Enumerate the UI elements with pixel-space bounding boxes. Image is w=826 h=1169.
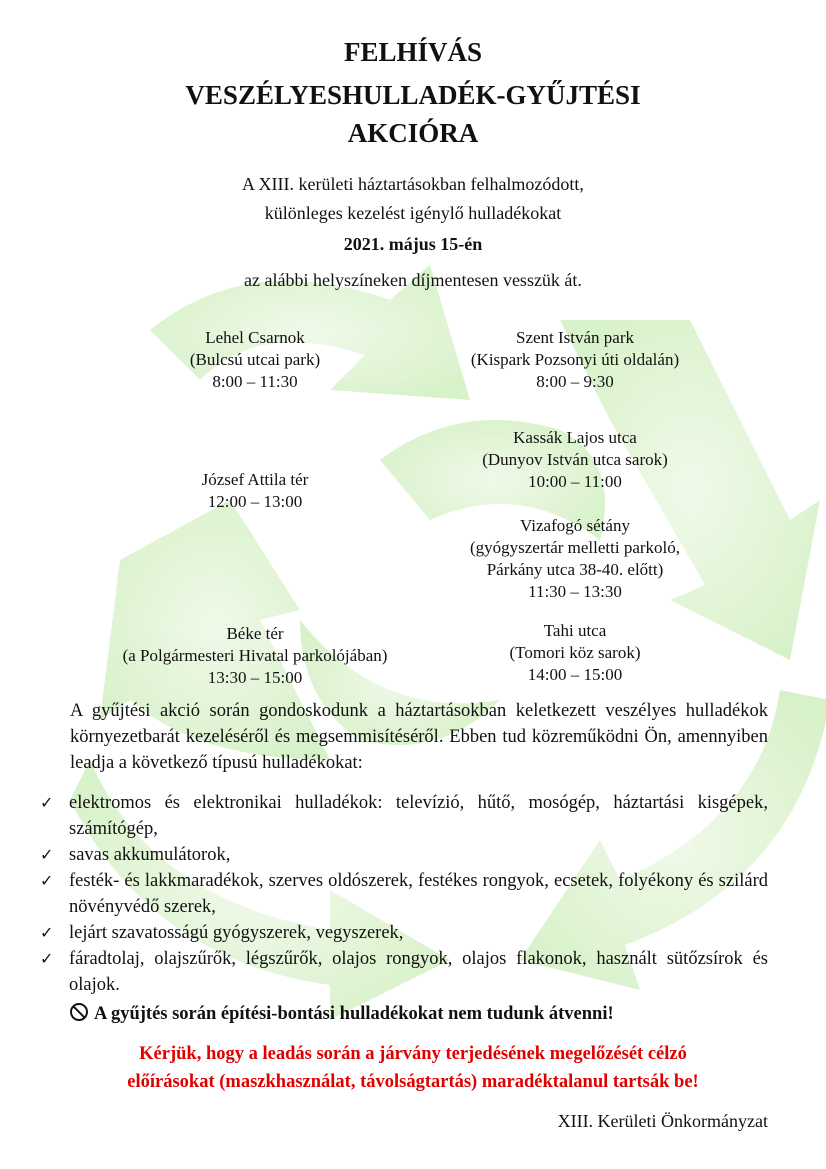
covid-notice: Kérjük, hogy a leadás során a járvány terjedésének megelőzését célzó előírásokat (maszkhasználat, távolságtartás) maradéktalanul tartsák be!	[127, 1044, 699, 1092]
prohibited-icon	[70, 1003, 88, 1021]
check-icon: ✓	[40, 949, 54, 968]
list-item: ✓ festék- és lakkmaradékok, szerves oldószerek, festékes rongyok, ecsetek, folyékony és szilárd növényvédő szerek,	[40, 868, 768, 920]
location-jozsef-attila: József Attila tér 12:00 – 13:00	[201, 470, 309, 511]
location-kassak: Kassák Lajos utca (Dunyov István utca sarok) 10:00 – 11:00	[482, 428, 668, 491]
intro-text: A XIII. kerületi háztartásokban felhalmozódott, különleges kezelést igénylő hulladékokat	[242, 174, 584, 223]
check-icon: ✓	[40, 845, 54, 864]
title-line-1: FELHÍVÁS	[343, 37, 483, 67]
description-paragraph: A gyűjtési akció során gondoskodunk a háztartásokban keletkezett veszélyes hulladékok környezetbarát kezeléséről és megsemmisítéséről. Ebben tud közreműködni Ön, amennyiben leadja a következő típusú hulladékokat:	[70, 701, 768, 773]
title-line-2: VESZÉLYESHULLADÉK-GYŰJTÉSI	[185, 80, 641, 110]
location-vizafogo: Vizafogó sétány (gyógyszertár melletti parkoló, Párkány utca 38-40. előtt) 11:30 – 13:30	[469, 516, 681, 601]
waste-type-list	[40, 790, 768, 998]
intro-text-2: az alábbi helyszíneken díjmentesen vesszük át.	[244, 270, 582, 290]
event-date: 2021. május 15-én	[343, 234, 483, 254]
list-item: ✓ fáradtolaj, olajszűrők, légszűrők, olajos rongyok, olajos flakonok, használt sütőzsírok és olajok.	[40, 946, 768, 998]
check-icon: ✓	[40, 923, 54, 942]
location-beke-ter: Béke tér (a Polgármesteri Hivatal parkolójában) 13:30 – 15:00	[122, 624, 388, 687]
signature: XIII. Kerületi Önkormányzat	[557, 1111, 768, 1131]
construction-waste-warning: A gyűjtés során építési-bontási hulladékokat nem tudunk átvenni!	[70, 1001, 614, 1027]
check-icon: ✓	[40, 871, 54, 890]
list-item: ✓ lejárt szavatosságú gyógyszerek, vegyszerek,	[40, 920, 768, 946]
list-item: ✓ elektromos és elektronikai hulladékok: televízió, hűtő, mosógép, háztartási kisgépek, számítógép,	[40, 790, 768, 842]
title-line-3: AKCIÓRA	[347, 118, 479, 148]
check-icon: ✓	[40, 793, 54, 812]
location-tahi: Tahi utca (Tomori köz sarok) 14:00 – 15:00	[509, 621, 641, 684]
location-szent-istvan: Szent István park (Kispark Pozsonyi úti oldalán) 8:00 – 9:30	[470, 328, 680, 391]
location-lehel: Lehel Csarnok (Bulcsú utcai park) 8:00 – 11:30	[189, 328, 321, 391]
list-item: ✓ savas akkumulátorok,	[40, 842, 768, 868]
